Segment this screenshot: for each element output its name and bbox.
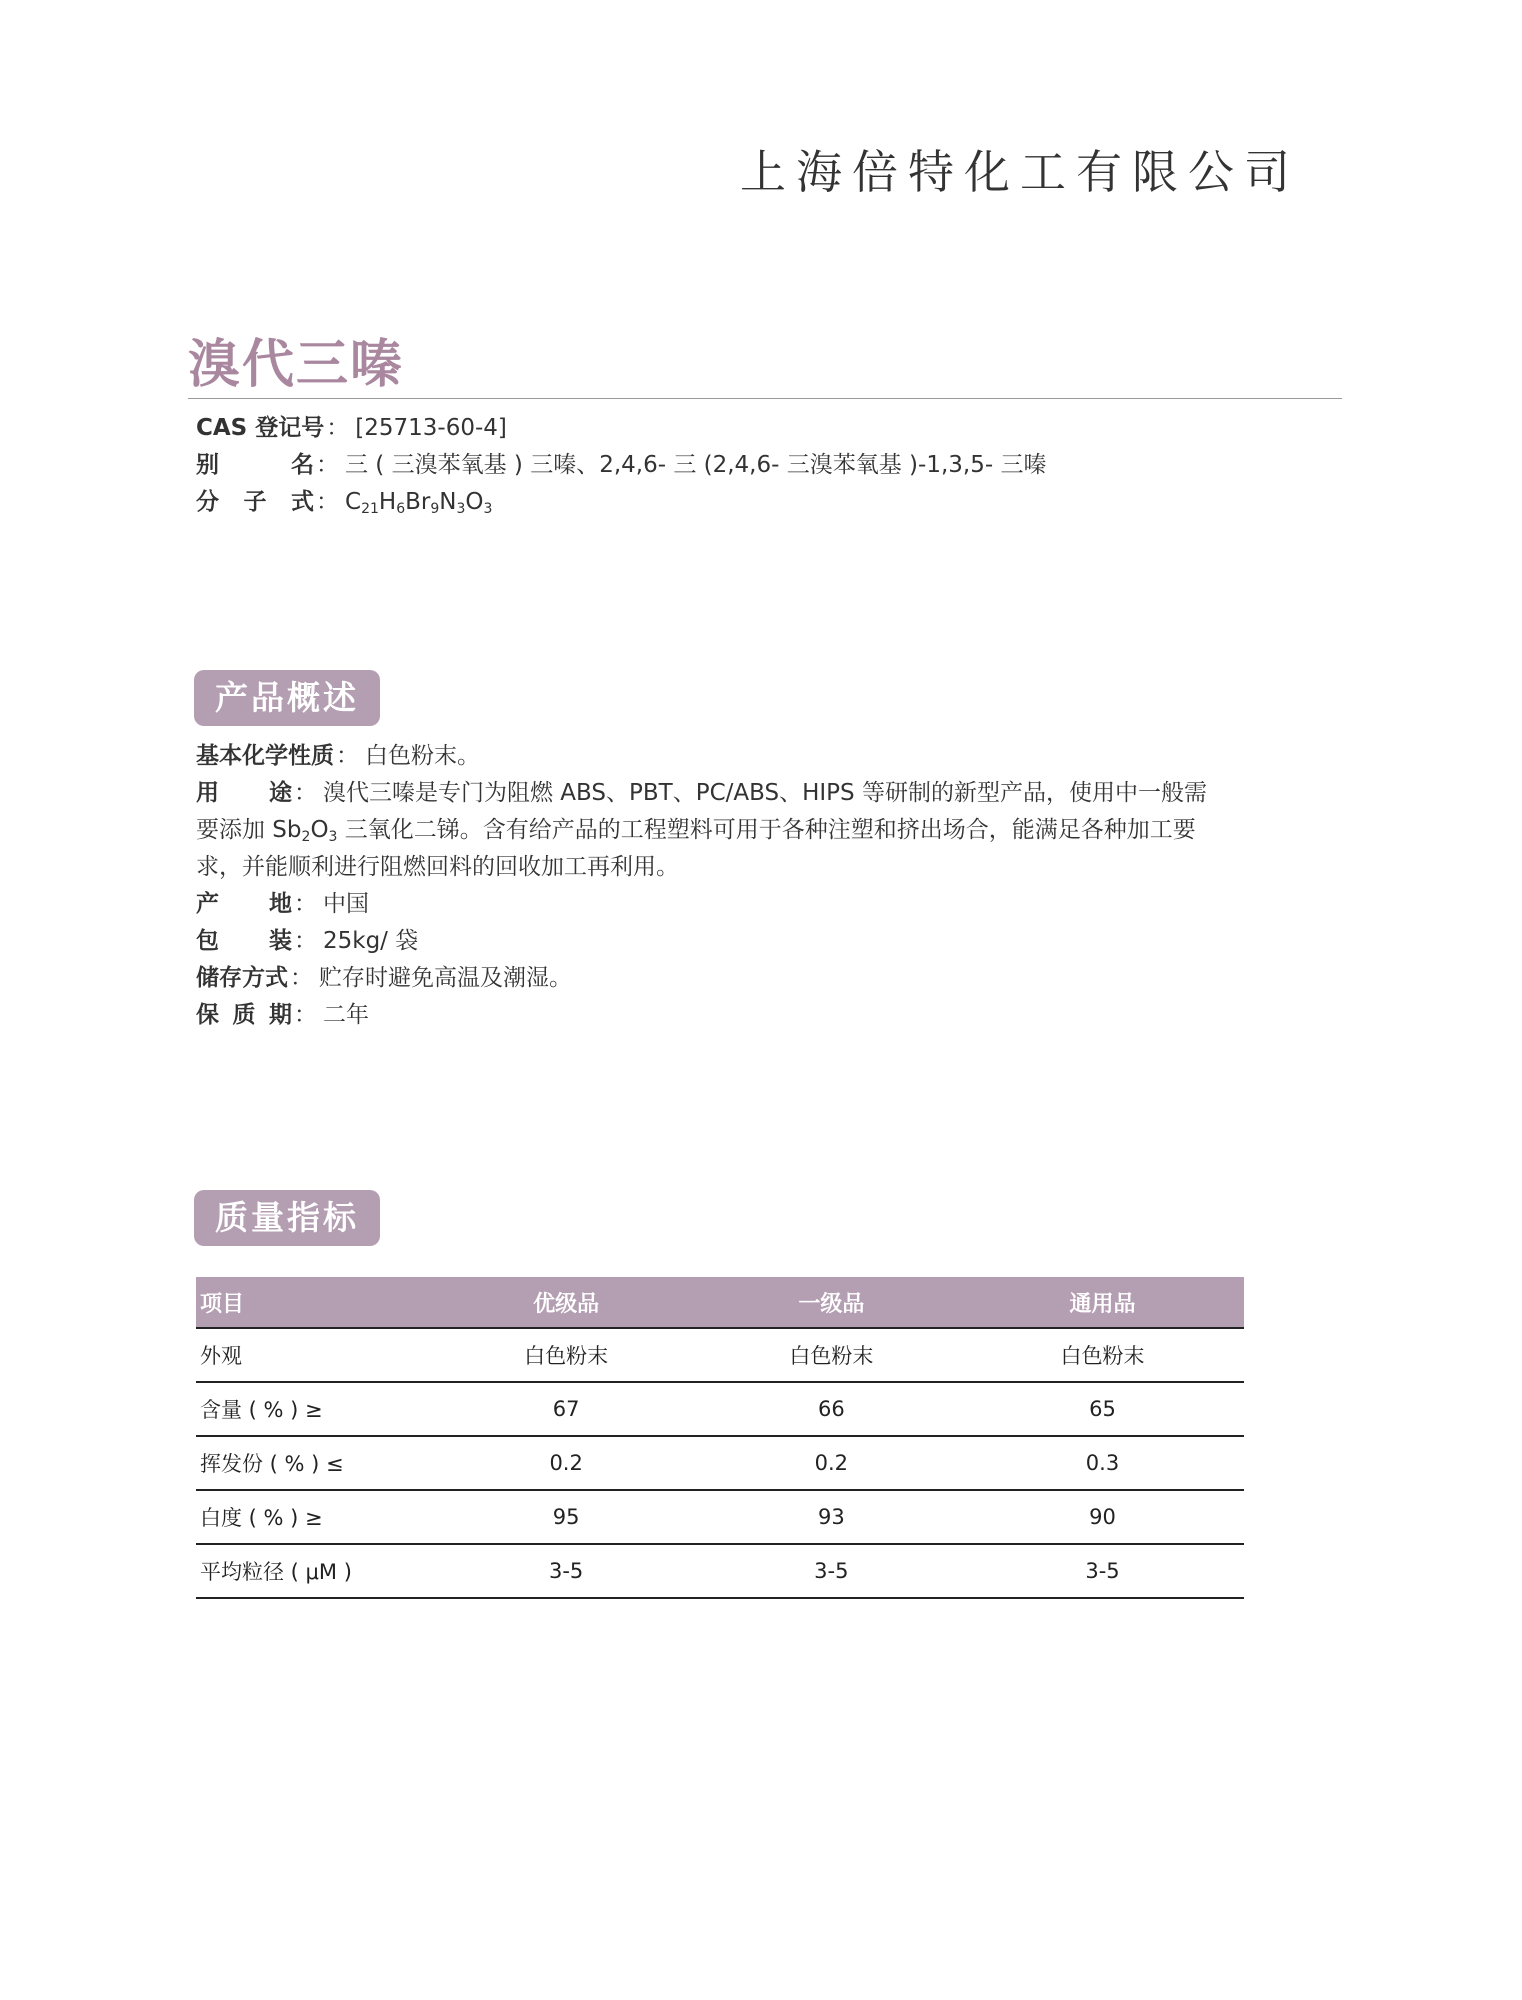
origin-row: 产 地 ： 中国 xyxy=(196,886,1266,923)
row-label: 白度 ( % ) ≥ xyxy=(196,1490,431,1544)
overview-block xyxy=(196,738,1266,1034)
usage-row: 用 途 ： 溴代三嗪是专门为阻燃 ABS、PBT、PC/ABS、HIPS 等研制的新型产品，使用中一般需 要添加 $Sb_2O_3$ 三氧化二锑。含有给产品的工程塑料可用于各种注塑和挤出场合，能满足各种加工要 求，并能顺利进行阻燃回料的回收加工再利用。 xyxy=(196,775,1266,886)
package-row: 包 装 ： 25kg/ 袋 xyxy=(196,923,1266,960)
formula-label: 分 子 式 xyxy=(196,489,314,515)
cas-row: CAS 登记号： [25713-60-4] xyxy=(196,410,1046,447)
table-cell: 67 xyxy=(431,1382,702,1436)
shelf-life-label: 保 质 期 xyxy=(196,1002,292,1028)
table-row xyxy=(196,1544,1244,1598)
storage-label: 储存方式 xyxy=(196,965,288,991)
storage-row: 储存方式： 贮存时避免高温及潮湿。 xyxy=(196,960,1266,997)
product-identity-block xyxy=(196,410,1046,521)
origin-value: 中国 xyxy=(323,891,369,917)
header-first-grade: 一级品 xyxy=(702,1277,961,1328)
table-row xyxy=(196,1436,1244,1490)
table-cell: 0.2 xyxy=(431,1436,702,1490)
usage-label: 用 途 xyxy=(196,780,292,806)
table-cell: 90 xyxy=(961,1490,1244,1544)
storage-value: 贮存时避免高温及潮湿。 xyxy=(319,965,572,991)
table-row xyxy=(196,1490,1244,1544)
header-general-grade: 通用品 xyxy=(961,1277,1244,1328)
quality-spec-table xyxy=(196,1277,1244,1599)
table-cell: 3-5 xyxy=(431,1544,702,1598)
usage-text-line-2: 要添加 $Sb_2O_3$ 三氧化二锑。含有给产品的工程塑料可用于各种注塑和挤出场合，能满足各种加工要 xyxy=(196,817,1196,845)
table-cell: 白色粉末 xyxy=(431,1328,702,1382)
formula-row: 分 子 式 ： $C_{21}H_6Br_9N_3O_3$ xyxy=(196,484,1046,521)
table-row xyxy=(196,1328,1244,1382)
cas-value: [25713-60-4] xyxy=(355,415,507,441)
origin-label: 产 地 xyxy=(196,891,292,917)
table-row xyxy=(196,1382,1244,1436)
alias-value: 三 ( 三溴苯氧基 ) 三嗪、2,4,6- 三 (2,4,6- 三溴苯氧基 )-1,3,5- 三嗪 xyxy=(345,452,1047,478)
table-cell: 95 xyxy=(431,1490,702,1544)
table-cell: 白色粉末 xyxy=(702,1328,961,1382)
package-label: 包 装 xyxy=(196,928,292,954)
overview-section-title: 产品概述 xyxy=(194,670,380,726)
table-cell: 0.2 xyxy=(702,1436,961,1490)
row-label: 平均粒径 ( μM ) xyxy=(196,1544,431,1598)
table-cell: 0.3 xyxy=(961,1436,1244,1490)
usage-text-line-3: 求，并能顺利进行阻燃回料的回收加工再利用。 xyxy=(196,854,679,880)
title-divider xyxy=(188,398,1342,399)
shelf-life-value: 二年 xyxy=(323,1002,369,1028)
shelf-life-row: 保 质 期 ： 二年 xyxy=(196,997,1266,1034)
header-premium-grade: 优级品 xyxy=(431,1277,702,1328)
row-label: 挥发份 ( % ) ≤ xyxy=(196,1436,431,1490)
alias-label: 别 名 xyxy=(196,452,314,478)
cas-label: CAS 登记号 xyxy=(196,415,325,441)
row-label: 含量 ( % ) ≥ xyxy=(196,1382,431,1436)
alias-row: 别 名 ： 三 ( 三溴苯氧基 ) 三嗪、2,4,6- 三 (2,4,6- 三溴苯氧基 )-1,3,5- 三嗪 xyxy=(196,447,1046,484)
table-cell: 93 xyxy=(702,1490,961,1544)
table-cell: 3-5 xyxy=(702,1544,961,1598)
row-label: 外观 xyxy=(196,1328,431,1382)
table-header-row xyxy=(196,1277,1244,1328)
package-value: 25kg/ 袋 xyxy=(323,928,419,954)
formula-value: $C_{21}H_6Br_9N_3O_3$ xyxy=(345,489,493,517)
table-cell: 66 xyxy=(702,1382,961,1436)
header-item: 项目 xyxy=(196,1277,431,1328)
product-title: 溴代三嗪 xyxy=(188,335,405,395)
table-cell: 白色粉末 xyxy=(961,1328,1244,1382)
basic-value: 白色粉末。 xyxy=(365,743,480,769)
company-name: 上海倍特化工有限公司 xyxy=(740,145,1300,199)
usage-text-line-1: 溴代三嗪是专门为阻燃 ABS、PBT、PC/ABS、HIPS 等研制的新型产品，使用中一般需 xyxy=(323,780,1207,806)
table-cell: 65 xyxy=(961,1382,1244,1436)
table-cell: 3-5 xyxy=(961,1544,1244,1598)
quality-section-title: 质量指标 xyxy=(194,1190,380,1246)
basic-row: 基本化学性质： 白色粉末。 xyxy=(196,738,1266,775)
basic-label: 基本化学性质 xyxy=(196,743,334,769)
